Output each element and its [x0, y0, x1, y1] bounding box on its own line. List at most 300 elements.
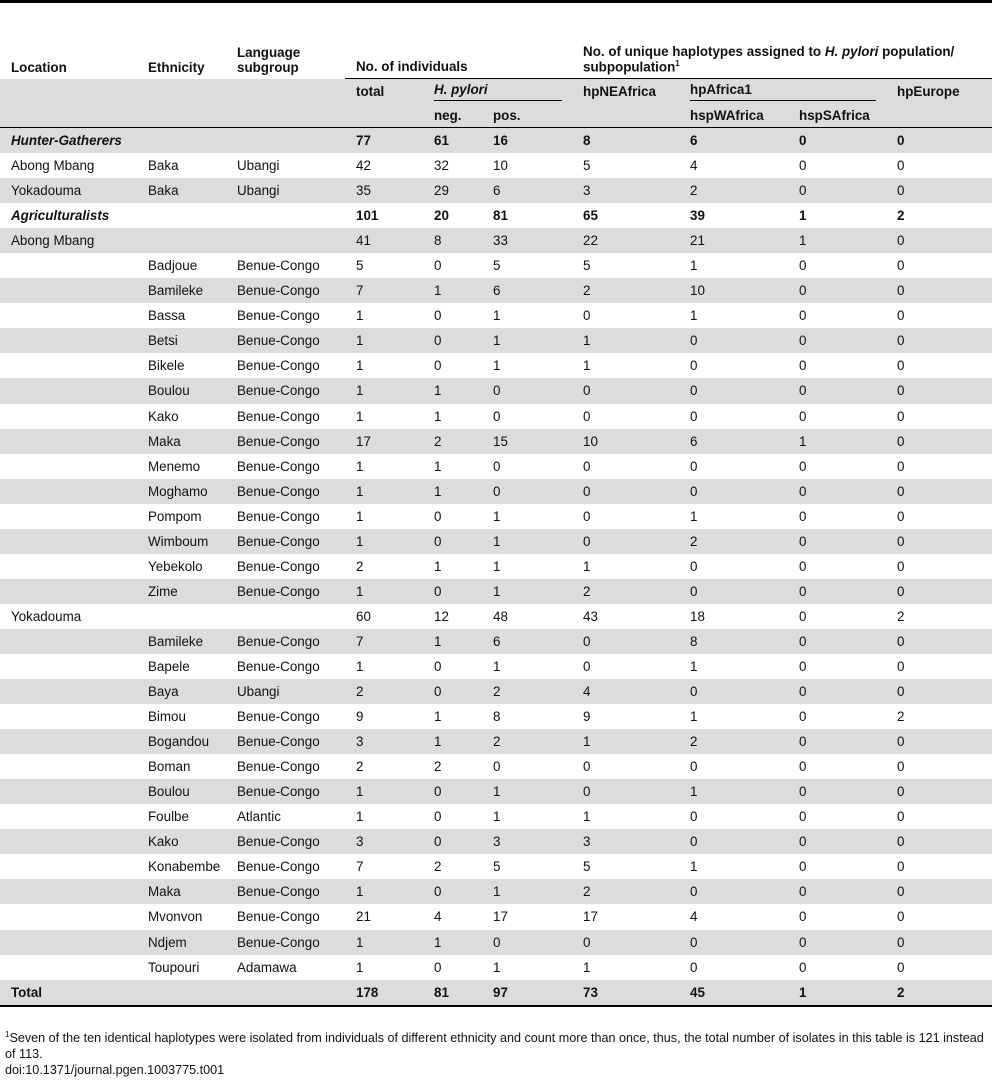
table-cell: Betsi — [137, 328, 226, 353]
header-ethnicity: Ethnicity — [148, 59, 205, 75]
table-cell: 10 — [572, 429, 679, 454]
table-cell: 1 — [482, 879, 572, 904]
table-cell: 1 — [788, 980, 886, 1006]
table-cell: 12 — [434, 608, 449, 624]
table-cell: 8 — [679, 629, 788, 654]
table-cell: Benue-Congo — [237, 759, 320, 775]
table-cell: 0 — [897, 959, 905, 975]
table-cell: Yebekolo — [148, 558, 203, 574]
table-cell: 0 — [886, 829, 992, 854]
table-cell — [137, 128, 226, 154]
table-cell — [0, 754, 137, 779]
table-cell: 3 — [345, 729, 423, 754]
table-row — [0, 228, 992, 253]
table-cell — [226, 228, 345, 253]
table-cell: 0 — [897, 258, 905, 274]
table-cell: 1 — [690, 308, 698, 324]
table-cell: 0 — [679, 930, 788, 955]
table-cell: Moghamo — [137, 479, 226, 504]
table-cell: 1 — [583, 358, 591, 374]
table-cell — [0, 353, 137, 378]
table-cell: 0 — [434, 258, 442, 274]
table-cell: 1 — [493, 358, 501, 374]
table-cell: 0 — [799, 709, 807, 725]
table-cell: Benue-Congo — [226, 479, 345, 504]
table-cell — [0, 879, 137, 904]
table-row — [0, 303, 992, 328]
table-cell: 65 — [583, 208, 598, 224]
table-row — [0, 554, 992, 579]
table-cell: 6 — [482, 278, 572, 303]
table-cell: 0 — [886, 529, 992, 554]
table-cell: 0 — [482, 378, 572, 403]
table-cell: 0 — [897, 558, 905, 574]
table-cell: 4 — [572, 679, 679, 704]
header-hpEurope: hpEurope — [886, 79, 992, 104]
table-cell: 1 — [799, 208, 807, 224]
table-cell: 0 — [886, 779, 992, 804]
table-cell: 0 — [886, 930, 992, 955]
table-cell: Baka — [137, 178, 226, 203]
table-cell: 1 — [345, 479, 423, 504]
table-cell: 0 — [788, 679, 886, 704]
table-cell: 0 — [493, 458, 501, 474]
table-row — [0, 654, 992, 679]
table-cell: 1 — [583, 558, 591, 574]
table-cell — [0, 429, 137, 454]
table-cell: 1 — [583, 809, 591, 825]
table-cell: 0 — [583, 659, 591, 674]
table-cell: 2 — [897, 208, 905, 224]
table-cell: 0 — [572, 529, 679, 554]
table-row — [0, 253, 992, 278]
table-cell: Wimboum — [137, 529, 226, 554]
table-cell: 4 — [690, 909, 698, 925]
table-row — [0, 353, 992, 378]
table-cell: 0 — [434, 959, 442, 975]
header-hspWAfrica: hspWAfrica — [679, 103, 788, 128]
table-cell: 18 — [690, 608, 705, 624]
table-cell: Maka — [137, 879, 226, 904]
header-hpAfrica1: hpAfrica1 — [679, 79, 886, 104]
table-cell: 1 — [482, 328, 572, 353]
table-cell: 2 — [434, 859, 442, 875]
table-cell: 8 — [423, 228, 482, 253]
table-cell: 1 — [434, 558, 442, 574]
table-cell — [0, 579, 137, 604]
table-cell: 0 — [679, 879, 788, 904]
table-cell: 0 — [583, 308, 591, 324]
table-cell: Benue-Congo — [237, 709, 320, 725]
table-cell: 0 — [423, 328, 482, 353]
table-cell: Baya — [137, 679, 226, 704]
table-cell: 0 — [679, 479, 788, 504]
table-cell — [0, 454, 137, 479]
table-cell: Ubangi — [226, 679, 345, 704]
table-cell: Yokadouma — [11, 608, 82, 624]
table-cell: 1 — [482, 529, 572, 554]
table-cell — [0, 479, 137, 504]
table-cell: 35 — [345, 178, 423, 203]
table-cell: 0 — [788, 479, 886, 504]
table-cell: 2 — [897, 608, 905, 624]
table-cell: 0 — [897, 308, 905, 324]
table-cell: 1 — [493, 308, 501, 324]
table-cell: 2 — [345, 679, 423, 704]
table-cell: 1 — [493, 959, 501, 975]
table-cell: 48 — [493, 608, 508, 624]
table-cell: Abong Mbang — [0, 228, 137, 253]
table-cell: Benue-Congo — [226, 529, 345, 554]
table-cell: 10 — [493, 158, 508, 174]
table-cell: 29 — [423, 178, 482, 203]
table-cell: 1 — [356, 659, 364, 674]
table-cell: Abong Mbang — [11, 158, 95, 174]
table-cell: 0 — [679, 579, 788, 604]
table-row — [0, 454, 992, 479]
table-cell: Benue-Congo — [237, 458, 320, 474]
table-cell: 0 — [679, 378, 788, 403]
table-cell: 0 — [788, 378, 886, 403]
table-cell: 1 — [493, 659, 501, 674]
table-cell — [0, 779, 137, 804]
table-cell: 0 — [423, 529, 482, 554]
table-cell — [0, 679, 137, 704]
table-cell: 0 — [897, 909, 905, 925]
table-cell: Benue-Congo — [226, 729, 345, 754]
table-cell: 2 — [356, 558, 364, 574]
table-cell: 1 — [423, 729, 482, 754]
table-body — [0, 128, 992, 1006]
table-cell: 1 — [493, 508, 501, 524]
table-cell: 2 — [679, 529, 788, 554]
table-cell — [0, 629, 137, 654]
table-cell: 1 — [482, 579, 572, 604]
table-row — [0, 429, 992, 454]
header-language: Language subgroup — [237, 44, 301, 75]
table-cell — [226, 604, 345, 629]
table-cell: 5 — [583, 158, 591, 174]
table-cell: Benue-Congo — [226, 779, 345, 804]
table-cell: 0 — [788, 128, 886, 154]
table-cell: 1 — [690, 258, 698, 274]
table-cell: 0 — [897, 659, 905, 674]
table-cell — [0, 378, 137, 403]
table-cell: 45 — [679, 980, 788, 1006]
table-cell: 0 — [434, 358, 442, 374]
header-hpylori: H. pylori — [423, 79, 572, 104]
table-cell: Menemo — [148, 458, 201, 474]
table-row — [0, 804, 992, 829]
table-cell: 1 — [345, 879, 423, 904]
table-cell: Benue-Congo — [237, 508, 320, 524]
table-row — [0, 153, 992, 178]
table-cell: 5 — [493, 258, 501, 274]
table-cell: 0 — [886, 278, 992, 303]
table-cell: Benue-Congo — [237, 258, 320, 274]
table-row — [0, 178, 992, 203]
table-cell: Agriculturalists — [11, 208, 110, 224]
table-cell: 0 — [799, 909, 807, 925]
table-header — [0, 0, 992, 128]
table-cell: Benue-Congo — [226, 629, 345, 654]
table-cell — [0, 278, 137, 303]
table-cell: 0 — [886, 479, 992, 504]
table-cell: 0 — [434, 508, 442, 524]
table-cell: 0 — [897, 809, 905, 825]
table-cell: 7 — [345, 629, 423, 654]
table-cell: 22 — [572, 228, 679, 253]
table-cell: 0 — [897, 408, 905, 424]
table-cell: 0 — [788, 729, 886, 754]
table-cell: 0 — [423, 679, 482, 704]
table-cell: 178 — [345, 980, 423, 1006]
table-cell: Atlantic — [237, 809, 281, 825]
table-cell: 5 — [583, 859, 591, 875]
table-cell: 41 — [345, 228, 423, 253]
table-cell: Zime — [137, 579, 226, 604]
table-cell: Baka — [148, 158, 179, 174]
table-cell: 0 — [690, 458, 698, 474]
table-cell: Bapele — [148, 659, 190, 674]
table-cell: 1 — [690, 709, 698, 725]
header-location: Location — [11, 59, 67, 75]
table-cell: 0 — [583, 759, 591, 775]
table-cell: 17 — [345, 429, 423, 454]
table-cell — [0, 554, 137, 579]
table-cell: 43 — [583, 608, 598, 624]
table-row — [0, 854, 992, 879]
table-cell: 3 — [572, 178, 679, 203]
table-cell — [0, 729, 137, 754]
table-cell: 1 — [423, 278, 482, 303]
table-cell: 0 — [886, 629, 992, 654]
table-cell: 60 — [356, 608, 371, 624]
table-cell: 0 — [572, 378, 679, 403]
table-cell — [226, 980, 345, 1006]
table-cell: 0 — [788, 529, 886, 554]
table-cell: 39 — [690, 208, 705, 224]
table-cell: 2 — [679, 178, 788, 203]
table-cell — [137, 228, 226, 253]
table-cell: 2 — [356, 759, 364, 775]
table-cell — [0, 829, 137, 854]
table-row — [0, 955, 992, 980]
table-row — [0, 604, 992, 629]
table-cell — [137, 604, 226, 629]
table-cell: 0 — [799, 158, 807, 174]
table-cell: 0 — [799, 959, 807, 975]
table-cell: Ubangi — [237, 158, 280, 174]
table-cell: Hunter-Gatherers — [0, 128, 137, 154]
table-cell: 0 — [788, 829, 886, 854]
table-cell: 42 — [356, 158, 371, 174]
table-cell: 0 — [886, 228, 992, 253]
table-row — [0, 779, 992, 804]
table-cell: 2 — [886, 980, 992, 1006]
table-cell: 6 — [679, 128, 788, 154]
table-cell: 0 — [493, 759, 501, 775]
table-row — [0, 729, 992, 754]
table-cell: 1 — [356, 959, 364, 975]
table-cell — [0, 930, 137, 955]
table-row — [0, 479, 992, 504]
table-cell: 8 — [572, 128, 679, 154]
table-cell: Benue-Congo — [237, 659, 320, 674]
table-cell: Benue-Congo — [226, 328, 345, 353]
table-cell: 73 — [572, 980, 679, 1006]
table-cell: 81 — [423, 980, 482, 1006]
table-cell: 2 — [482, 729, 572, 754]
table-cell: 0 — [897, 158, 905, 174]
header-neg: neg. — [423, 103, 482, 128]
table-cell: 0 — [434, 809, 442, 825]
table-cell: Badjoue — [148, 258, 198, 274]
table-cell: 0 — [788, 879, 886, 904]
table-cell: Benue-Congo — [226, 378, 345, 403]
table-cell: 0 — [788, 328, 886, 353]
table-cell: 1 — [356, 809, 364, 825]
header-pos: pos. — [482, 103, 572, 128]
table-cell: 1 — [788, 429, 886, 454]
table-cell: 0 — [423, 579, 482, 604]
table-cell: Boman — [148, 759, 191, 775]
table-row — [0, 704, 992, 729]
table-cell: 0 — [788, 930, 886, 955]
table-cell: 0 — [886, 729, 992, 754]
table-cell: Bassa — [148, 308, 186, 324]
header-hpNEAfrica: hpNEAfrica — [572, 79, 679, 104]
table-cell: 33 — [482, 228, 572, 253]
table-cell: Pompom — [148, 508, 202, 524]
table-cell: 0 — [679, 328, 788, 353]
table-cell: 17 — [583, 909, 598, 925]
table-row — [0, 679, 992, 704]
table-cell: Benue-Congo — [237, 859, 320, 875]
table-cell: 1 — [356, 458, 364, 474]
table-cell: Konabembe — [148, 859, 221, 875]
table-cell — [0, 253, 137, 278]
table-cell: Benue-Congo — [237, 308, 320, 324]
table-cell: 3 — [572, 829, 679, 854]
table-row — [0, 404, 992, 429]
doi-label: doi:10.1371/journal.pgen.1003775.t001 — [5, 1063, 225, 1078]
table-cell: Toupouri — [148, 959, 200, 975]
table-cell: 1 — [493, 558, 501, 574]
table-footnote — [5, 1027, 990, 1078]
table-cell: 1 — [572, 328, 679, 353]
table-cell: 0 — [799, 358, 807, 374]
table-cell — [226, 128, 345, 154]
table-cell: 0 — [679, 679, 788, 704]
table-cell: 1 — [434, 709, 442, 725]
table-cell: 0 — [897, 458, 905, 474]
table-cell: 2 — [572, 879, 679, 904]
table-cell: Bimou — [148, 709, 186, 725]
table-cell: 5 — [583, 258, 591, 274]
table-cell: 0 — [897, 859, 905, 875]
table-cell: 0 — [799, 608, 807, 624]
table-cell: 1 — [423, 930, 482, 955]
group-row — [0, 203, 992, 228]
table-cell: 0 — [886, 579, 992, 604]
table-cell: Benue-Congo — [226, 278, 345, 303]
table-cell: 0 — [897, 508, 905, 524]
table-cell: 1 — [679, 779, 788, 804]
table-cell: 0 — [583, 458, 591, 474]
table-cell: 101 — [356, 208, 379, 224]
table-cell: Bikele — [148, 358, 185, 374]
table-cell: 0 — [434, 308, 442, 324]
table-cell: 1 — [690, 508, 698, 524]
table-cell — [0, 328, 137, 353]
table-row — [0, 328, 992, 353]
table-cell: 0 — [788, 629, 886, 654]
table-cell: 7 — [356, 859, 364, 875]
table-cell: 21 — [356, 909, 371, 925]
table-cell: Benue-Congo — [226, 930, 345, 955]
table-cell — [0, 529, 137, 554]
table-cell: 0 — [572, 930, 679, 955]
table-cell: 1 — [423, 629, 482, 654]
table-cell: 15 — [482, 429, 572, 454]
table-cell: Benue-Congo — [237, 408, 320, 424]
table-cell — [0, 404, 137, 429]
table-cell: 0 — [690, 558, 698, 574]
table-cell: 8 — [493, 709, 501, 725]
table-cell: Total — [0, 980, 137, 1006]
table-cell: 0 — [690, 408, 698, 424]
table-cell: Kako — [137, 829, 226, 854]
footnote-text: $^1$Seven of the ten identical haplotypes were isolated from individuals of different ethnicity and count more than once, thus, the total number of isolates in this table is 121 instead of 113. — [5, 1030, 984, 1062]
table-cell: Maka — [137, 429, 226, 454]
table-cell: 6 — [482, 178, 572, 203]
table-cell: 0 — [886, 378, 992, 403]
table-cell: 1 — [690, 659, 698, 674]
table-cell: 2 — [679, 729, 788, 754]
table-cell: 0 — [690, 759, 698, 775]
table-cell: 1 — [434, 458, 442, 474]
table-cell: 16 — [482, 128, 572, 154]
table-cell: 4 — [690, 158, 698, 174]
table-cell: 0 — [690, 358, 698, 374]
table-cell: 3 — [345, 829, 423, 854]
table-row — [0, 754, 992, 779]
table-cell: 1 — [493, 809, 501, 825]
table-cell: 10 — [679, 278, 788, 303]
table-cell — [0, 704, 137, 729]
table-cell: 0 — [572, 779, 679, 804]
table-cell: 0 — [690, 809, 698, 825]
table-cell: 0 — [799, 809, 807, 825]
table-cell: 1 — [356, 308, 364, 324]
table-cell: 1 — [345, 579, 423, 604]
table-cell: Ndjem — [137, 930, 226, 955]
table-cell: 1 — [572, 729, 679, 754]
table-cell: 1 — [423, 378, 482, 403]
table-cell — [0, 955, 137, 980]
table-cell: 0 — [886, 879, 992, 904]
table-cell: 0 — [423, 879, 482, 904]
table-row — [0, 629, 992, 654]
table-cell — [137, 980, 226, 1006]
table-cell: 0 — [434, 659, 442, 674]
table-cell: 0 — [799, 308, 807, 324]
table-cell — [0, 804, 137, 829]
table-cell: 0 — [886, 429, 992, 454]
table-cell: 0 — [799, 859, 807, 875]
table-row — [0, 529, 992, 554]
